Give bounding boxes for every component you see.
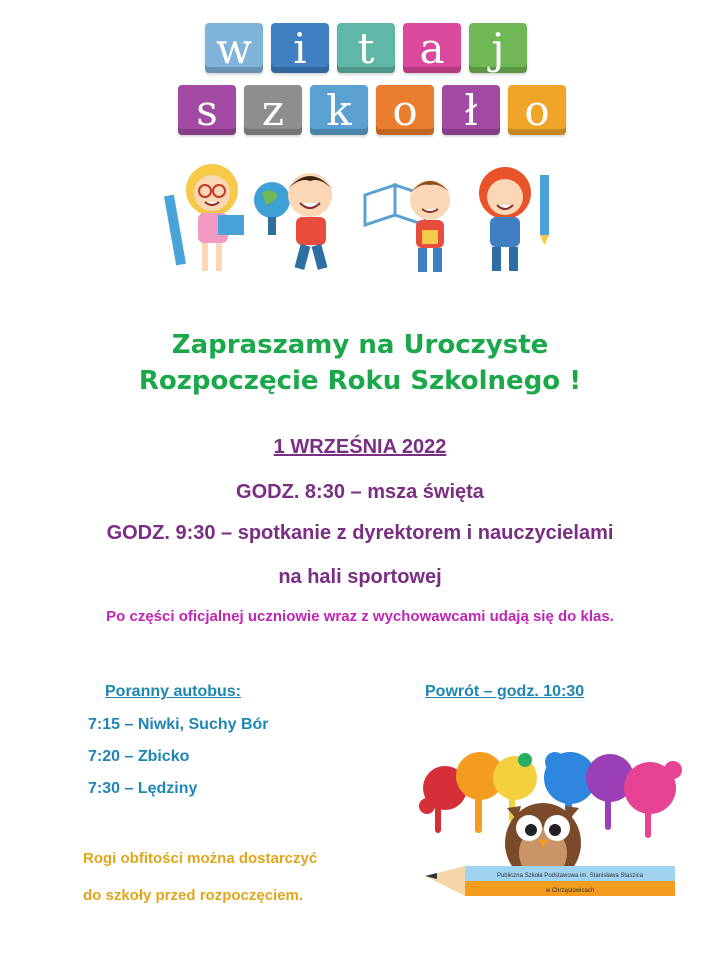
kids-illustration <box>160 155 560 285</box>
meeting-place: na hali sportowej <box>278 566 442 588</box>
bus-heading: Poranny autobus: <box>105 683 242 700</box>
redhead-boy-with-pencil-icon <box>479 167 549 271</box>
letter-tile: ł <box>442 85 500 135</box>
tiles-row-witaj <box>205 23 527 73</box>
letter-tile: o <box>376 85 434 135</box>
boy-reading-book-icon <box>365 180 450 272</box>
letter-tile: w <box>205 23 263 73</box>
girl-with-book-icon <box>164 164 244 271</box>
letter-tile: z <box>244 85 302 135</box>
note-line2: do szkoły przed rozpoczęciem. <box>83 887 304 904</box>
info-note: Po części oficjalnej uczniowie wraz z wychowawcami udają się do klas. <box>106 608 614 625</box>
letter-tile: t <box>337 23 395 73</box>
school-logo <box>405 748 690 908</box>
meeting-time: GODZ. 9:30 – spotkanie z dyrektorem i nauczycielami <box>106 522 614 544</box>
invitation-title-line1: Zapraszamy na Uroczyste <box>171 330 549 360</box>
letter-tile: k <box>310 85 368 135</box>
letter-tile: j <box>469 23 527 73</box>
logo-school-name: Publiczna Szkoła Podstawowa im. Stanisława Staszica <box>496 873 644 879</box>
mass-time: GODZ. 8:30 – msza święta <box>236 481 484 503</box>
note-line1: Rogi obfitości można dostarczyć <box>83 850 318 867</box>
event-date: 1 WRZEŚNIA 2022 <box>273 436 447 458</box>
bus-stop-item: 7:20 – Zbicko <box>88 748 190 765</box>
return-time: Powrót – godz. 10:30 <box>425 683 585 700</box>
letter-tile: o <box>508 85 566 135</box>
tiles-row-szkolo <box>178 85 566 135</box>
invitation-title-line2: Rozpoczęcie Roku Szkolnego ! <box>138 366 582 396</box>
letter-tile: i <box>271 23 329 73</box>
logo-location: w Chrząstowicach <box>545 888 595 894</box>
letter-tile: s <box>178 85 236 135</box>
bus-stop-item: 7:30 – Lędziny <box>88 780 198 797</box>
letter-tile: a <box>403 23 461 73</box>
bus-stop-item: 7:15 – Niwki, Suchy Bór <box>88 716 269 733</box>
boy-with-globe-icon <box>254 173 332 270</box>
